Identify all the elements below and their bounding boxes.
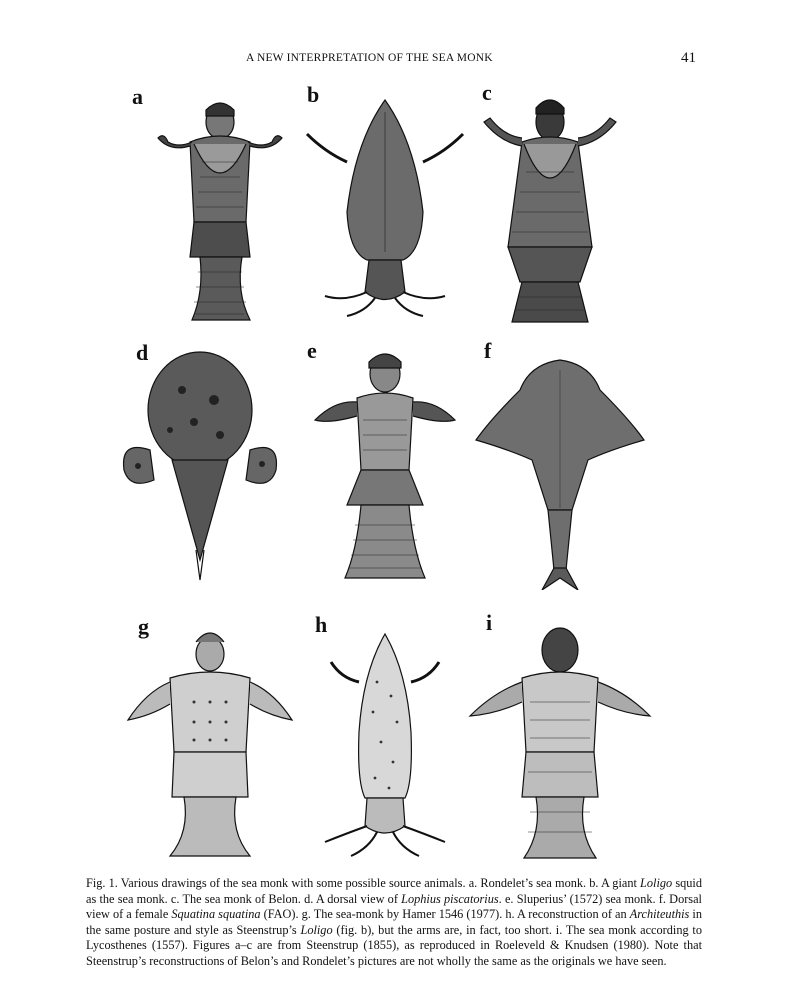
panel-letter: h <box>315 612 328 637</box>
monk-drawing <box>460 82 680 332</box>
caption-text: squid as the sea monk. c. The sea monk of Belon. d. A dorsal view of <box>86 876 702 906</box>
panel-letter: a <box>132 84 143 109</box>
caption-italic-text: Loligo <box>300 922 333 937</box>
running-title: A NEW INTERPRETATION OF THE SEA MONK <box>246 52 493 64</box>
caption-text: (fig. b), but the arms are, in fact, too short. i. The sea monk according to Lycosthenes (1557). Figures a–c are from Steenstrup (1855), as reproduced in Roeleveld & Knudsen (1980). Note that Steenstrup’s reconstructions of Belon’s and Rondelet’s pictures are not wholly the same as the originals we have seen. <box>86 922 702 968</box>
panel-c <box>460 82 680 332</box>
caption-text: Fig. 1. Various drawings of the sea monk with some possible source animals. a. Rondelet’s sea monk. b. A giant <box>86 876 641 890</box>
caption-italic-text: Architeuthis <box>629 907 690 922</box>
panel-letter: f <box>484 338 492 363</box>
panel-letter: c <box>482 80 492 105</box>
panel-letter: b <box>307 82 320 107</box>
panel-f <box>460 340 680 590</box>
panel-letter: d <box>136 340 149 365</box>
panel-letter: g <box>138 614 149 639</box>
panel-i <box>460 612 680 862</box>
caption-text: . e. Sluperius’ (1572) sea monk. f. Dorsal view of a female <box>86 891 702 922</box>
caption-text: in the same posture and style as Steenstrup’s <box>86 907 702 937</box>
panel-letter: i <box>486 610 493 635</box>
caption-text: (FAO). g. The sea-monk by Hamer 1546 (1977). h. A reconstruction of an <box>260 907 630 922</box>
monk-drawing <box>460 612 680 862</box>
angelshark-drawing <box>460 340 680 590</box>
panel-letter: e <box>307 338 317 363</box>
page-number: 41 <box>681 50 696 66</box>
caption-italic-text: Lophius piscatorius <box>401 891 499 906</box>
caption-italic-text: Squatina squatina <box>171 907 261 922</box>
running-header <box>0 50 787 70</box>
figure-caption <box>86 876 702 970</box>
caption-italic-text: Loligo <box>640 876 673 890</box>
